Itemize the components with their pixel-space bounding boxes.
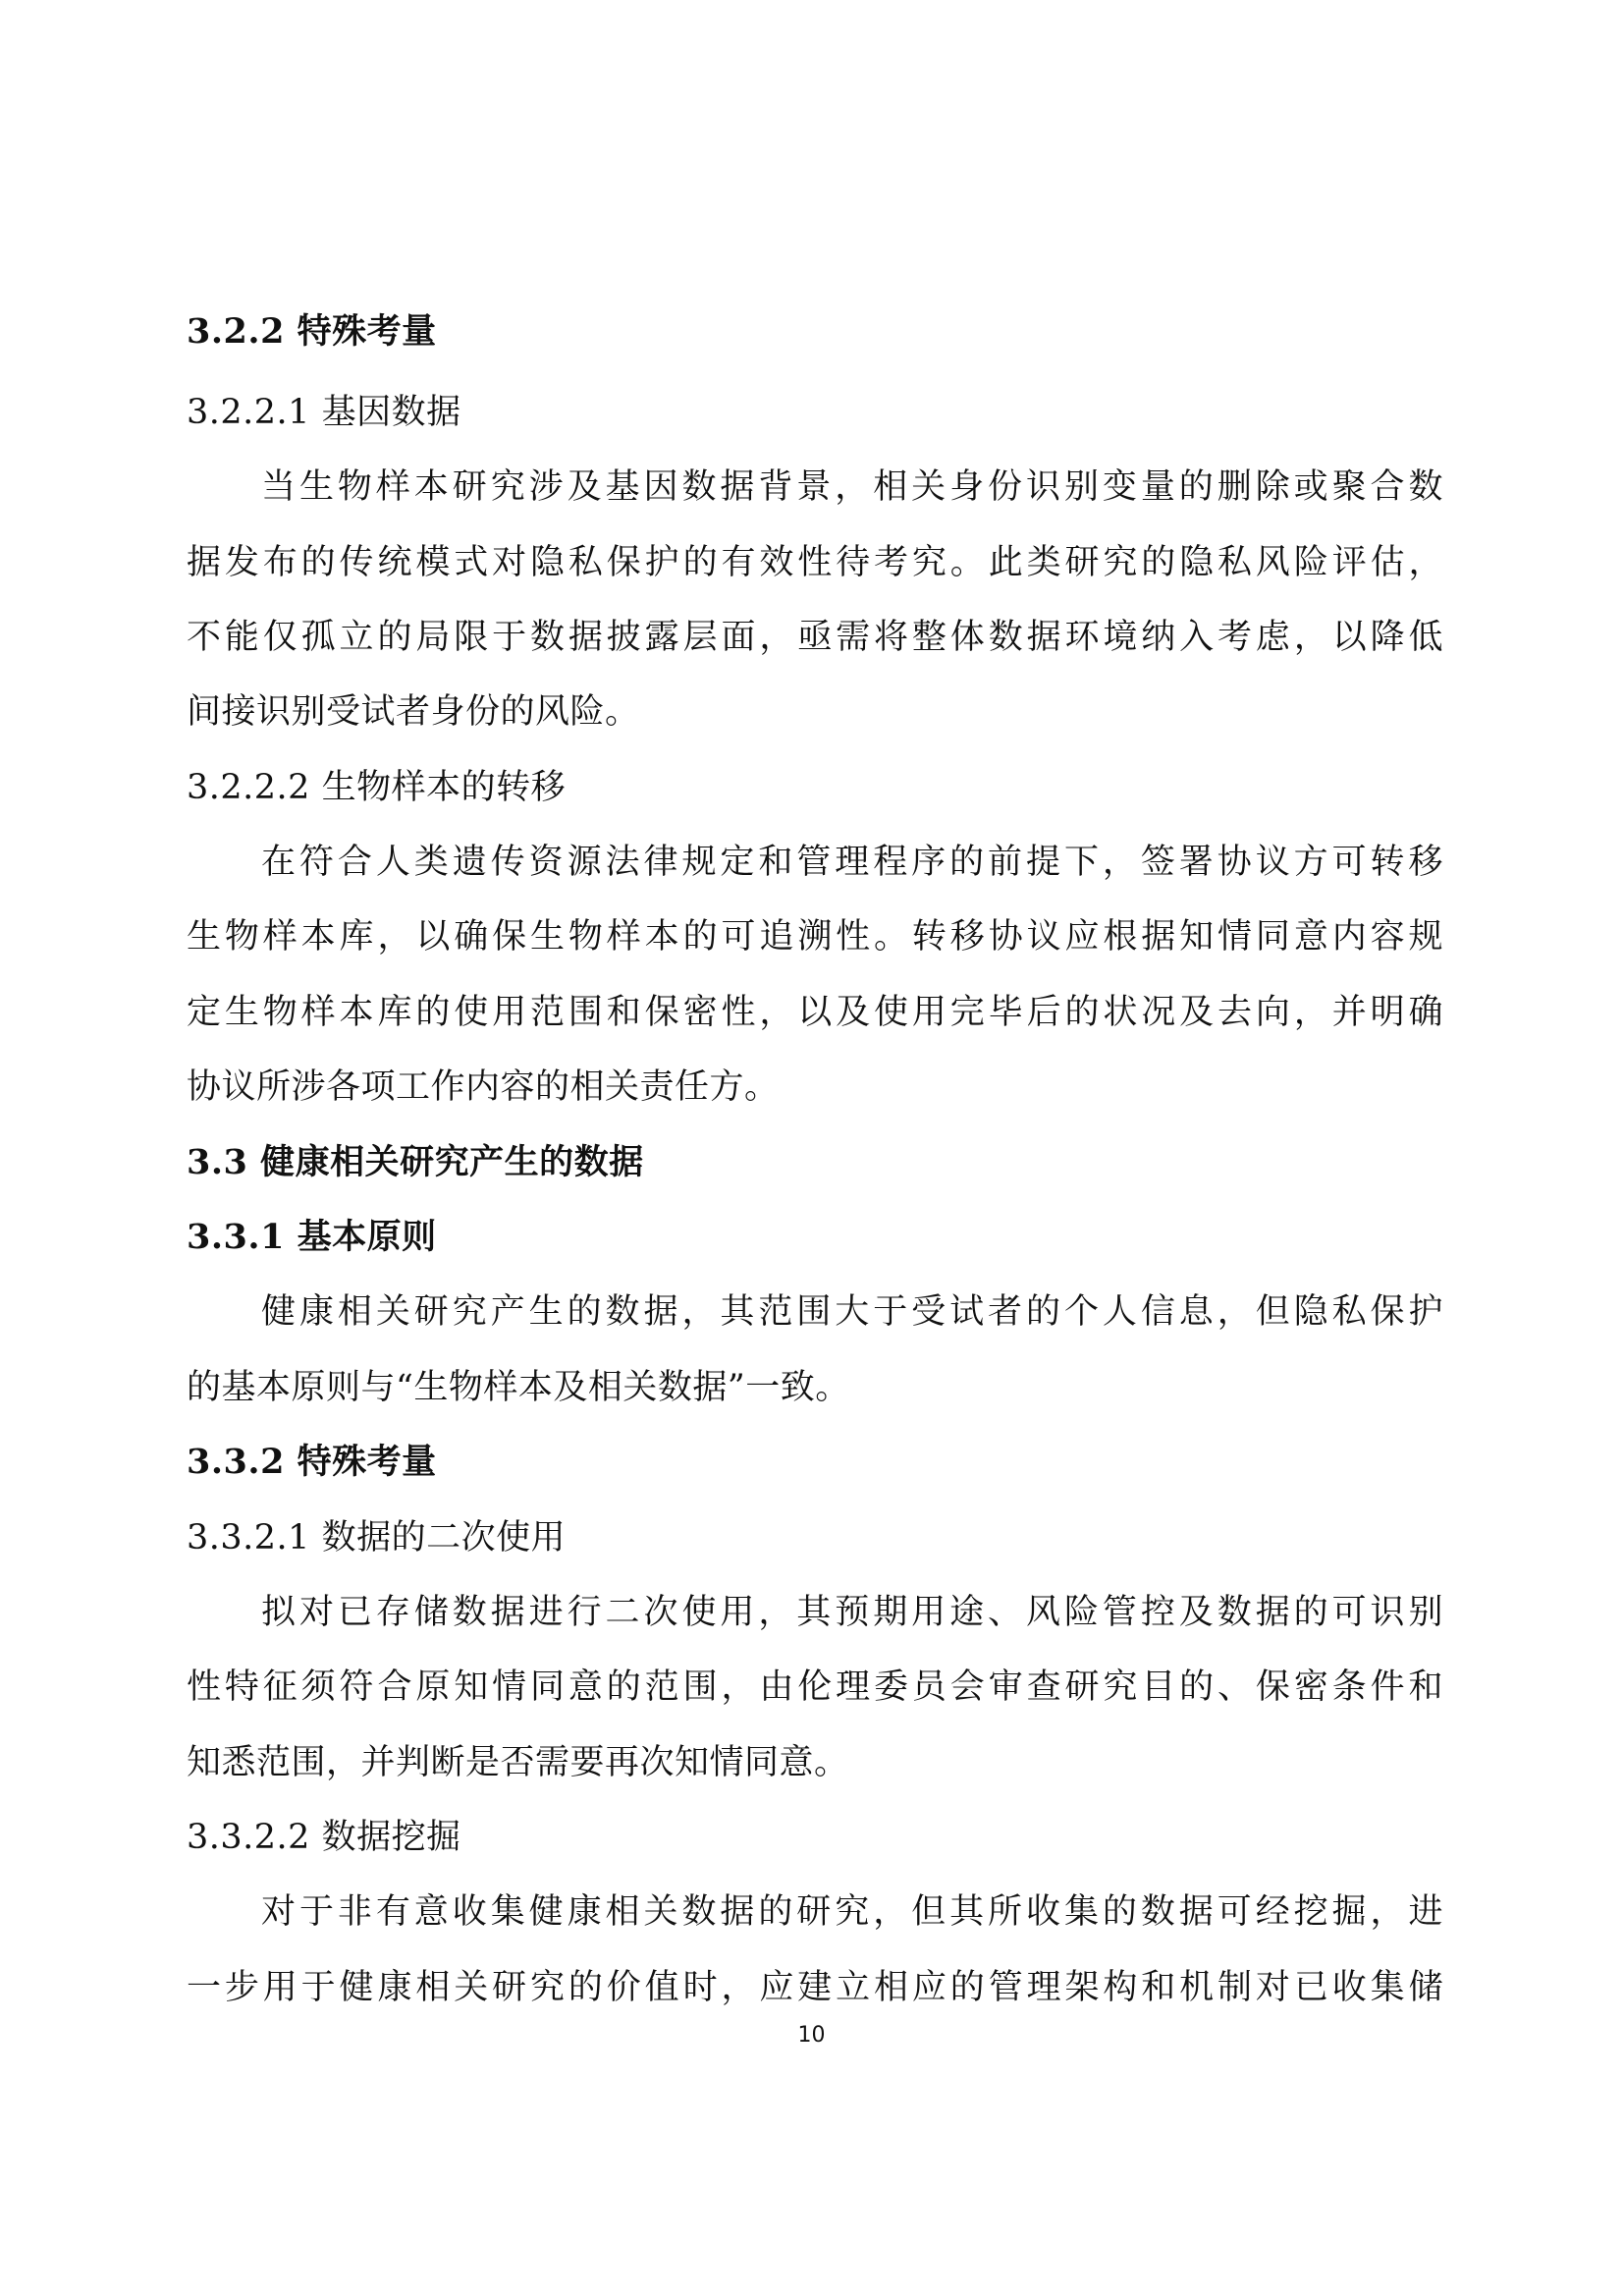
paragraph-line: 不能仅孤立的局限于数据披露层面，亟需将整体数据环境纳入考虑，以降低 [187, 618, 1443, 657]
paragraph-line: 性特征须符合原知情同意的范围，由伦理委员会审查研究目的、保密条件和 [187, 1667, 1443, 1707]
paragraph-line: 拟对已存储数据进行二次使用，其预期用途、风险管控及数据的可识别 [261, 1593, 1443, 1632]
paragraph-line: 当生物样本研究涉及基因数据背景，相关身份识别变量的删除或聚合数 [261, 467, 1443, 507]
subsection-heading-3-2-2-1: 3.2.2.1 基因数据 [187, 393, 461, 432]
section-heading-3-2-2: 3.2.2 特殊考量 [187, 311, 437, 352]
subsection-heading-3-2-2-2: 3.2.2.2 生物样本的转移 [187, 768, 567, 807]
paragraph-line: 在符合人类遗传资源法律规定和管理程序的前提下，签署协议方可转移 [261, 843, 1443, 882]
section-heading-3-3-1: 3.3.1 基本原则 [187, 1217, 437, 1257]
paragraph-line: 知悉范围，并判断是否需要再次知情同意。 [187, 1743, 849, 1782]
subsection-heading-3-3-2-1: 3.3.2.1 数据的二次使用 [187, 1518, 567, 1558]
paragraph-line: 的基本原则与“生物样本及相关数据”一致。 [187, 1368, 850, 1407]
paragraph-line: 协议所涉各项工作内容的相关责任方。 [187, 1067, 780, 1107]
paragraph-line: 健康相关研究产生的数据，其范围大于受试者的个人信息，但隐私保护 [261, 1292, 1443, 1332]
subsection-heading-3-3-2-2: 3.3.2.2 数据挖掘 [187, 1818, 461, 1857]
section-heading-3-3: 3.3 健康相关研究产生的数据 [187, 1142, 644, 1182]
section-heading-3-3-2: 3.3.2 特殊考量 [187, 1442, 437, 1482]
page-number: 10 [797, 2023, 826, 2048]
paragraph-line: 一步用于健康相关研究的价值时，应建立相应的管理架构和机制对已收集储 [187, 1968, 1443, 2007]
paragraph-line: 据发布的传统模式对隐私保护的有效性待考究。此类研究的隐私风险评估， [187, 543, 1443, 582]
paragraph-line: 生物样本库，以确保生物样本的可追溯性。转移协议应根据知情同意内容规 [187, 917, 1443, 957]
paragraph-line: 对于非有意收集健康相关数据的研究，但其所收集的数据可经挖掘，进 [261, 1892, 1443, 1932]
paragraph-line: 定生物样本库的使用范围和保密性，以及使用完毕后的状况及去向，并明确 [187, 993, 1443, 1032]
paragraph-line: 间接识别受试者身份的风险。 [187, 692, 640, 732]
